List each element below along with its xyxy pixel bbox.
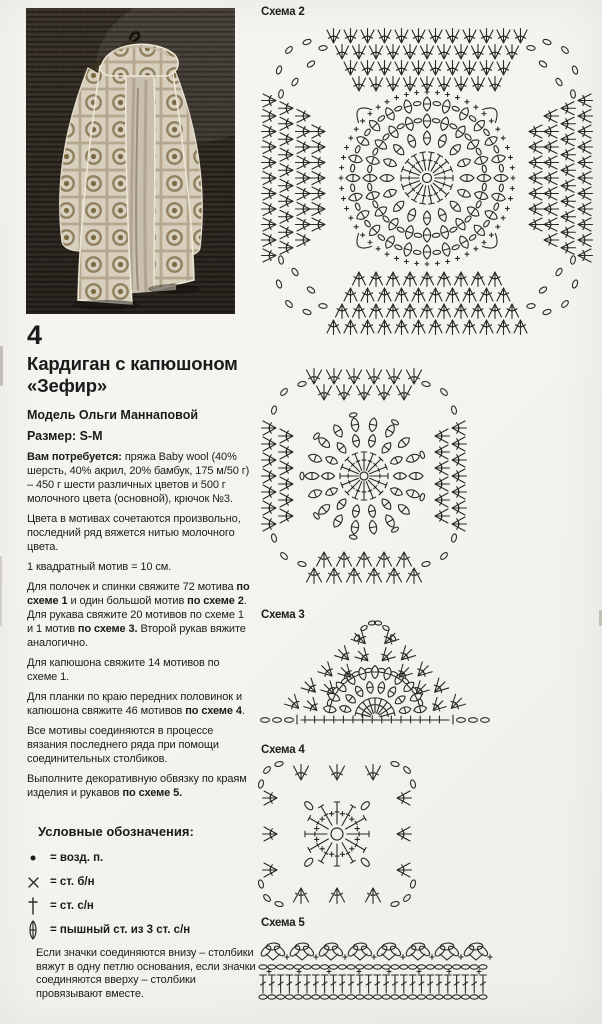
paragraph: Все мотивы соединяются в процессе вязания последнего ряда при помощи соединительных столбиков.: [27, 725, 219, 765]
legend-item-label: = ст. б/н: [50, 876, 95, 888]
legend-item-label: = пышный ст. из 3 ст. с/н: [50, 924, 191, 936]
legend-item-label: = возд. п.: [50, 852, 104, 864]
paragraph: Выполните декоративную обвязку по краям изделия и рукавов по схеме 5.: [27, 773, 247, 799]
legend-items: [26, 847, 258, 941]
instruction-column: [27, 320, 251, 806]
legend-item: [26, 895, 258, 917]
size-label: Размер: S-M: [27, 429, 103, 443]
designer-credit: Модель Ольги Маннаповой: [27, 408, 199, 422]
single-crochet-icon: [26, 871, 46, 893]
symbol-legend: [26, 824, 258, 1001]
instructions: [27, 450, 251, 800]
scheme1-chart: [256, 366, 482, 588]
double-crochet-icon: [26, 895, 46, 917]
scheme4-chart: [255, 758, 423, 910]
scan-artifact: [0, 346, 3, 386]
paragraph: Для планки по краю передних половинок и капюшона свяжите 46 мотивов по схеме 4.: [27, 691, 245, 717]
legend-item: [26, 919, 258, 941]
paragraph: 1 квадратный мотив = 10 см.: [27, 561, 172, 573]
legend-item: [26, 847, 258, 869]
pattern-title: Кардиган с капюшоном «Зефир»: [27, 353, 238, 396]
legend-note: Если значки соединяются внизу – столбики вяжут в одну петлю основания, если значки соединяются вверху – столбики провязывают вместе.: [36, 947, 256, 1000]
puff-stitch-icon: [26, 919, 46, 941]
paragraph: Цвета в мотивах сочетаются произвольно, последний ряд вяжется нитью молочного цвета.: [27, 513, 241, 553]
paragraph: Для капюшона свяжите 14 мотивов по схеме 1.: [27, 657, 220, 683]
scheme3-label: Схема 3: [261, 609, 305, 621]
cardigan-photo: [26, 8, 235, 314]
scheme2-label: Схема 2: [261, 6, 305, 18]
scheme4-label: Схема 4: [261, 744, 305, 756]
scan-artifact: [0, 556, 2, 626]
scheme3-chart: [255, 618, 497, 742]
legend-item: [26, 871, 258, 893]
scheme5-chart: [255, 930, 493, 1004]
legend-item-label: = ст. с/н: [50, 900, 94, 912]
scheme5-label: Схема 5: [261, 917, 305, 929]
pattern-number: 4: [27, 320, 43, 350]
paragraph: Вам потребуется: пряжа Baby wool (40% шерсть, 40% акрил, 20% бамбук, 175 м/50 г) – 450 г шести различных цветов и 500 г молочного цвета (основной), крючок №3.: [27, 451, 250, 505]
paragraph: Для полочек и спинки свяжите 72 мотива по схеме 1 и один большой мотив по схеме 2. Для рукава свяжите 20 мотивов по схеме 1 и 1 мотив по схеме 3. Второй рукав вяжите аналогично.: [27, 581, 250, 649]
chain-stitch-icon: [26, 847, 46, 869]
legend-heading: Условные обозначения:: [38, 824, 194, 839]
scheme2-chart: [255, 20, 602, 338]
